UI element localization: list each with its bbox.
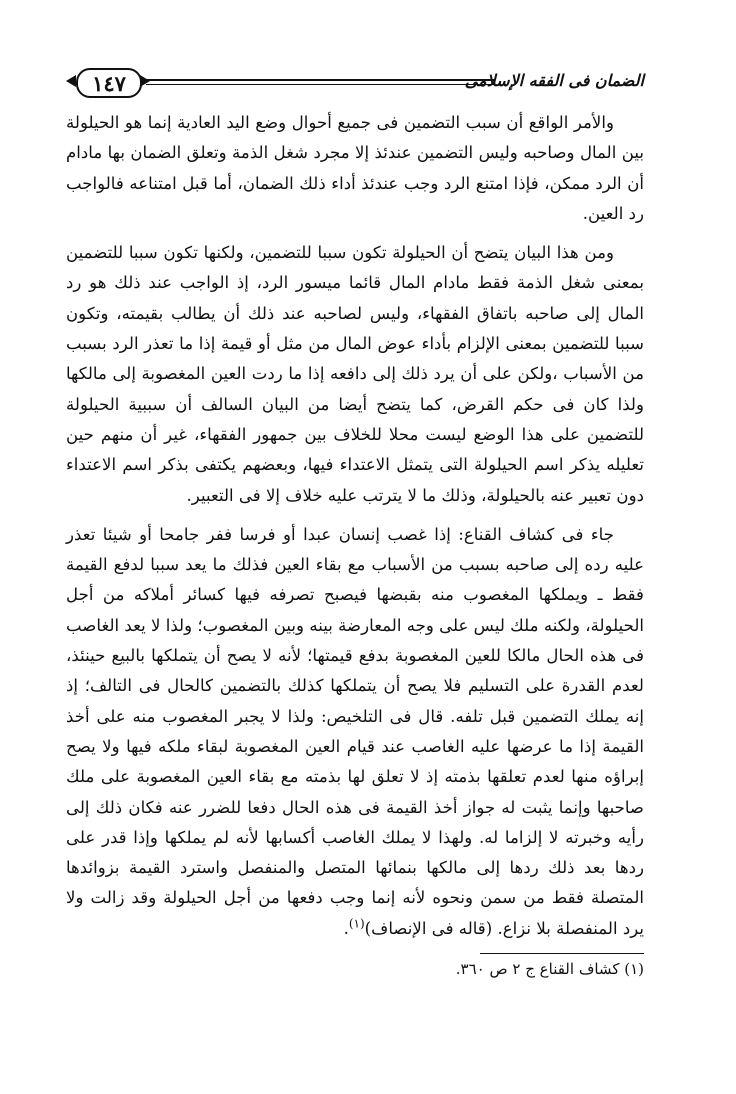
page-number: ١٤٧ — [76, 68, 142, 98]
footnote-separator — [480, 953, 644, 954]
footnote-marker: (١) — [348, 916, 365, 931]
badge-left-arrow-icon — [66, 75, 76, 87]
paragraph: ومن هذا البيان يتضح أن الحيلولة تكون سببا للتضمين، ولكنها تكون سببا للتضمين بمعنى شغل الذمة فقط مادام المال قائما ميسور الرد، إذ الواجب عند ذلك هو رد المال إلى صاحبه باتفاق الفقهاء، وليس لصاحبه عند ذلك أن يطالب بقيمته، وتكون سببا للتضمين بمعنى الإلزام بأداء عوض المال من مثل أو قيمة إذا ما تعذر الرد بسبب من الأسباب ،ولكن على أن يرد ذلك إلى دافعه إذا ما ردت العين المغصوبة إلى مالكها ولذا كان فى حكم القرض، كما يتضح أيضا من البيان السالف أن سببية الحيلولة للتضمين على هذا الوضع ليست محلا للخلاف بين جمهور الفقهاء، غير أن منهم حين تعليله يذكر اسم الحيلولة التى يتمثل الاعتداء فيها، وبعضهم يكتفى بذكر اسم الاعتداء دون تعبير عنه بالحيلولة، وذلك ما لا يترتب عليه خلاف إلا فى التعبير. — [66, 243, 644, 505]
paragraph: والأمر الواقع أن سبب التضمين فى جميع أحوال وضع اليد العادية إنما هو الحيلولة بين المال وصاحبه وليس التضمين عندئذ إلا مجرد شغل الذمة وتعلق الضمان بها مادام أن الرد ممكن، فإذا امتنع الرد وجب عندئذ أداء ذلك الضمان، أما قبل امتناعه فالواجب رد العين. — [66, 113, 644, 223]
paragraph: جاء فى كشاف القناع: إذا غصب إنسان عبدا أو فرسا ففر جامحا أو شيئا تعذر عليه رده إلى صاحبه بسبب من الأسباب مع بقاء العين فذلك ما يعد سببا لدفع القيمة فقط ـ ويملكها المغصوب منه بقبضها فيصبح تصرفه فيها كسائر أملاكه من أجل الحيلولة، ولكنه ملك ليس على وجه المعارضة بينه وبين المغصوب؛ ولذا لا يعد الغاصب فى هذه الحال مالكا للعين المغصوبة بدفع قيمتها؛ لأنه لا يصح أن يتملكها بالبيع حينئذ، لعدم القدرة على التسليم فلا يصح أن يتملكها كذلك بالتضمين كالحال فى التالف؛ إذ إنه يملك التضمين قبل تلفه. قال فى التلخيص: ولذا لا يجبر المغصوب منه على أخذ القيمة إذا ما عرضها عليه الغاصب عند قيام العين المغصوبة لبقاء ملكه فيها ولا يصح إبراؤه منها لعدم تعلقها بذمته إذ لا تعلق لها بذمته مع بقاء العين المغصوبة على ملك صاحبها وإنما يثبت له جواز أخذ القيمة فى هذه الحال دفعا للضرر عنه فكان ذلك إلى رأيه وخبرته لا إلزاما له. ولهذا لا يملك الغاصب أكسابها لأنه لم يملكها وإذا قدر على ردها بعد ذلك ردها إلى مالكها بنمائها المتصل والمنفصل واسترد القيمة بزوائدها المتصلة فقط من سمن ونحوه لأنه إنما وجب دفعها من أجل الحيلولة وقد زالت ولا يرد المنفصلة بلا نزاع. (قاله فى الإنصاف)$^{(١)}$. — [66, 524, 644, 938]
badge-right-arrow-icon — [140, 75, 150, 87]
footnote: (١) كشاف القناع ج ٢ ص ٣٦٠. — [455, 960, 644, 978]
paragraph-text: جاء فى كشاف القناع: إذا غصب إنسان عبدا أو فرسا ففر جامحا أو شيئا تعذر عليه رده إلى صاحبه بسبب من الأسباب مع بقاء العين فذلك ما يعد سببا لدفع القيمة فقط ـ ويملكها المغصوب منه بقبضها فيصبح تصرفه فيها كسائر أملاكه من أجل الحيلولة، ولكنه ملك ليس على وجه المعارضة بينه وبين المغصوب؛ ولذا لا يعد الغاصب فى هذه الحال مالكا للعين المغصوبة بدفع قيمتها؛ لأنه لا يصح أن يتملكها بالبيع حينئذ، لعدم القدرة على التسليم فلا يصح أن يتملكها كذلك بالتضمين كالحال فى التالف؛ إذ إنه يملك التضمين قبل تلفه. قال فى التلخيص: ولذا لا يجبر المغصوب منه على أخذ القيمة إذا ما عرضها عليه الغاصب عند قيام العين المغصوبة لبقاء ملكه فيها ولا يصح إبراؤه منها لعدم تعلقها بذمته إذ لا تعلق لها بذمته مع بقاء العين المغصوبة على ملك صاحبها وإنما يثبت له جواز أخذ القيمة فى هذه الحال دفعا للضرر عنه فكان ذلك إلى رأيه وخبرته لا إلزاما له. ولهذا لا يملك الغاصب أكسابها لأنه لم يملكها وإذا قدر على ردها بعد ذلك ردها إلى مالكها بنمائها المتصل والمنفصل واسترد القيمة بزوائدها المتصلة فقط من سمن ونحوه لأنه إنما وجب دفعها من أجل الحيلولة وقد زالت ولا يرد المنفصلة بلا نزاع. (قاله فى الإنصاف) — [66, 524, 644, 938]
body-text — [66, 108, 644, 953]
running-header — [66, 66, 644, 100]
header-rule-thin — [146, 84, 494, 85]
header-rule — [146, 79, 494, 81]
running-title: الضمان فى الفقه الإسلامى — [464, 71, 644, 90]
